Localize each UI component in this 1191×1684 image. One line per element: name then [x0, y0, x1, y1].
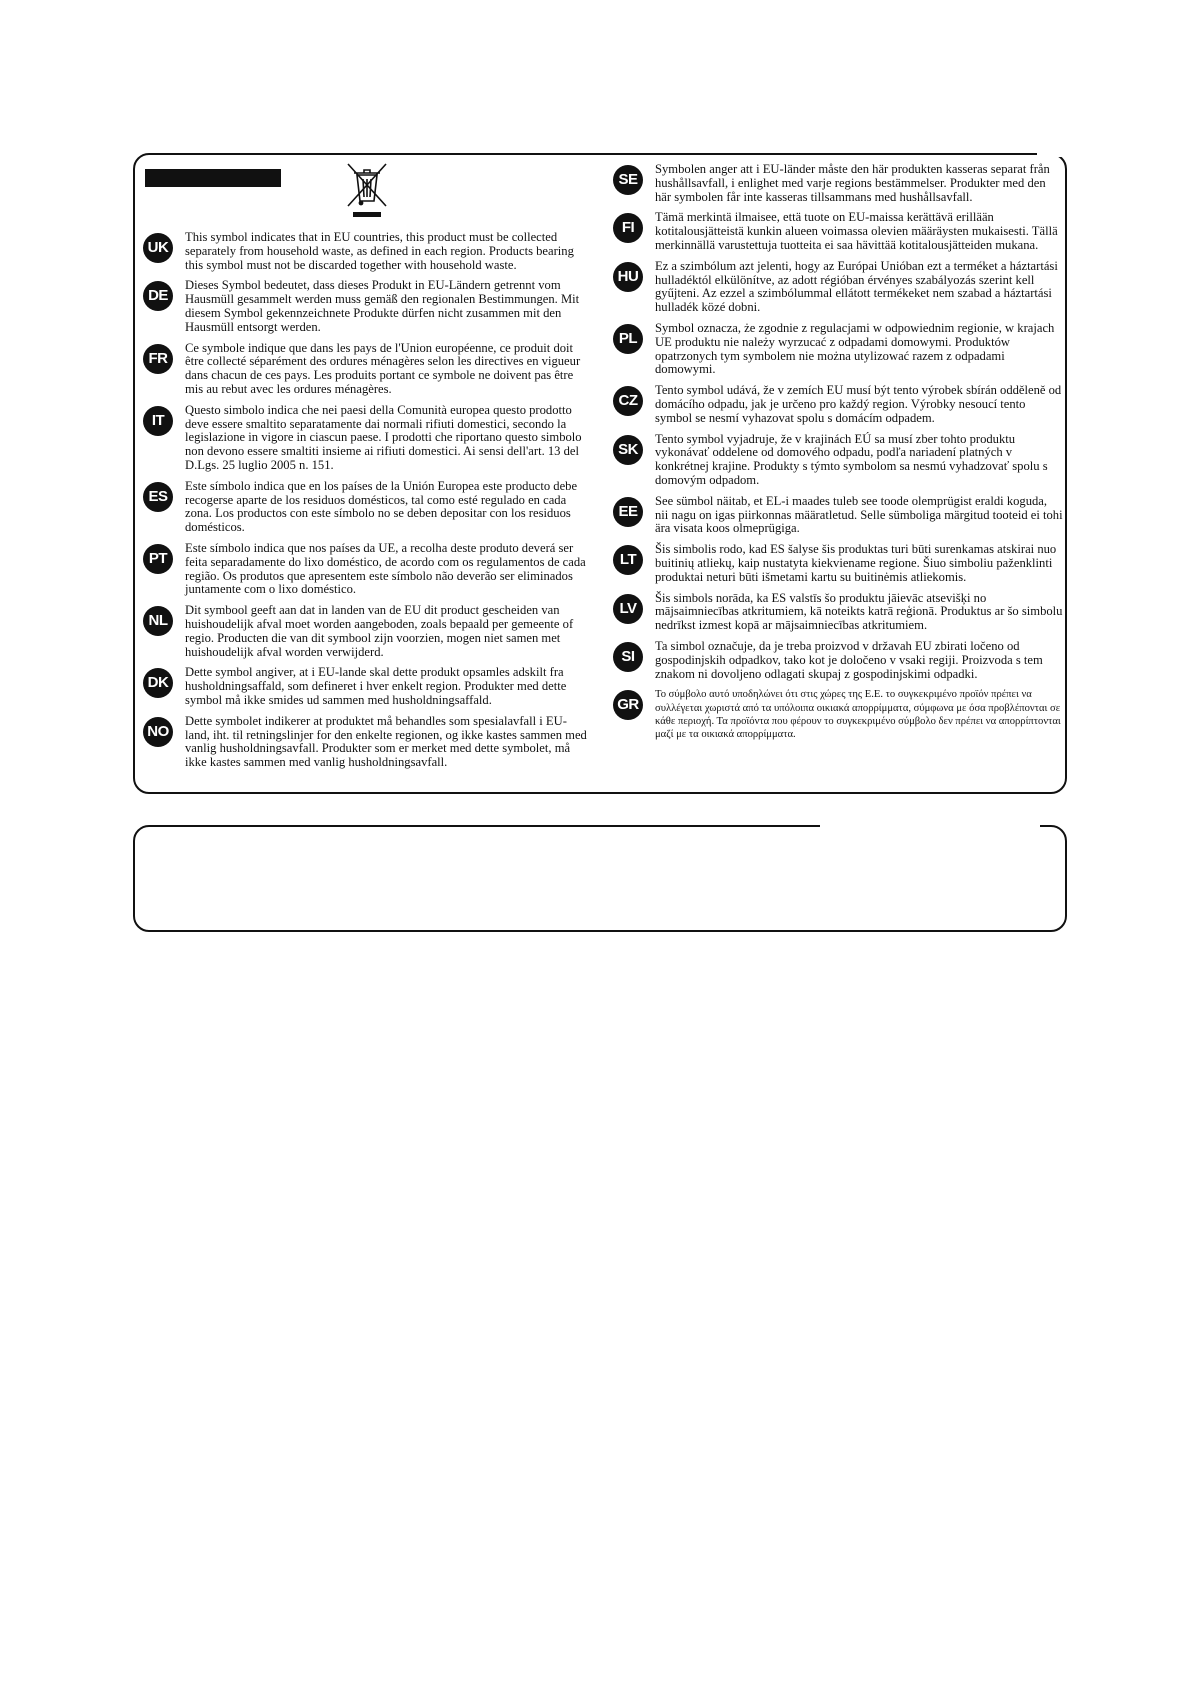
disposal-notice-text: Šis simbolis rodo, kad ES šalyse šis produktas turi būti surenkamas atskirai nuo buitinių atliekų, kaip nustatyta kiekviename regione. Šiuo simboliu paženklinti produktai neturi būti išmetami kartu su buitinėmis atliekomis.: [655, 542, 1057, 584]
country-code-badge: SE: [613, 165, 643, 195]
country-code-badge: DE: [143, 281, 173, 311]
country-code-badge: IT: [143, 406, 173, 436]
disposal-notice-text: Symbol oznacza, że zgodnie z regulacjami w odpowiednim regionie, w krajach UE produktu nie należy wyrzucać z odpadami domowymi. Produktów opatrzonych tym symbolem nie można utylizować razem z odpadami domowymi.: [655, 320, 1055, 377]
language-entry-pl: [613, 322, 1063, 377]
disposal-notice-text: See sümbol näitab, et EL-i maades tuleb see toode olemprügist eraldi koguda, nii nagu on igas piirkonnas määratletud. Selle sümboliga märgitud tooteid ei tohi ära visata koos olmeprügiga.: [655, 493, 1063, 536]
country-code-badge: SK: [613, 435, 643, 465]
language-entry-fi: [613, 211, 1063, 252]
disposal-notice-text: Este símbolo indica que en los países de la Unión Europea este producto debe recogerse aparte de los residuos domésticos, tal como esté regulado en cada zona. Los productos con este símbolo no se deben depositar con los residuos domésticos.: [185, 478, 578, 535]
country-code-badge: HU: [613, 262, 643, 292]
weee-notice-box: [133, 153, 1067, 794]
language-entry-de: [143, 279, 591, 334]
country-code-badge: CZ: [613, 386, 643, 416]
country-code-badge: LV: [613, 594, 643, 624]
language-entry-no: [143, 715, 591, 770]
disposal-notice-text: Tento symbol udává, že v zemích EU musí být tento výrobek sbírán odděleně od domácího odpadu, jak je určeno pro každý region. Výrobky nesoucí tento symbol se nesmí vyhazovat spolu s domácím odpadem.: [655, 383, 1062, 425]
country-code-badge: ES: [143, 482, 173, 512]
info-box: [133, 825, 1067, 932]
language-entry-ee: [613, 495, 1063, 536]
disposal-notice-text: Symbolen anger att i EU-länder måste den här produkten kasseras separat från hushållsavfall, i enlighet med varje regions bestämmelser. Produkter med den här symbolen får inte kasseras tillsammans med hushållsavfall.: [655, 162, 1050, 204]
disposal-notice-text: Este símbolo indica que nos países da UE, a recolha deste produto deverá ser feita separadamente do lixo doméstico, de acordo com os regulamentos de cada região. Os produtos que apresentem este símbolo não deverão ser eliminados juntamente com o lixo doméstico.: [185, 540, 586, 597]
language-entry-sk: [613, 433, 1063, 488]
country-code-badge: EE: [613, 497, 643, 527]
language-entry-dk: [143, 666, 591, 707]
language-entry-es: [143, 480, 591, 535]
right-language-column: [613, 163, 1063, 748]
country-code-badge: GR: [613, 690, 643, 720]
disposal-notice-text: This symbol indicates that in EU countries, this product must be collected separately from household waste, as defined in each region. Products bearing this symbol must not be discarded together with household waste.: [185, 230, 574, 272]
language-entry-fr: [143, 342, 591, 397]
disposal-notice-text: Dit symbool geeft aan dat in landen van de EU dit product gescheiden van huishoudelijk afval moet worden aangeboden, zoals bepaald per gemeente of regio. Producten die van dit symbool zijn voorzien, mogen niet samen met huishoudelijk afval worden verwijderd.: [185, 603, 574, 659]
country-code-badge: PT: [143, 544, 173, 574]
language-entry-uk: [143, 231, 591, 272]
language-entry-cz: [613, 384, 1063, 425]
country-code-badge: NL: [143, 606, 173, 636]
disposal-notice-text: Το σύμβολο αυτό υποδηλώνει ότι στις χώρες της Ε.Ε. το συγκεκριμένο προϊόν πρέπει να συλλέγεται χωριστά από τα υπόλοιπα οικιακά απορρίμματα, σύμφωνα με όσα προβλέπονται σε κάθε περιοχή. Τα προϊόντα που φέρουν το συγκεκριμένο σύμβολο δεν πρέπει να απορρίπτονται μαζί με τα οικιακά απορρίμματα.: [655, 689, 1061, 740]
country-code-badge: LT: [613, 545, 643, 575]
language-entry-pt: [143, 542, 591, 597]
language-entry-lt: [613, 543, 1063, 584]
language-entry-lv: [613, 592, 1063, 633]
disposal-notice-text: Dieses Symbol bedeutet, dass dieses Produkt in EU-Ländern getrennt vom Hausmüll gesammelt werden muss gemäß den regionalen Bestimmungen. Mit diesem Symbol gekennzeichnete Produkte dürfen nicht zusammen mit den Hausmüll entsorgt werden.: [185, 278, 580, 334]
left-language-column: [143, 231, 591, 777]
disposal-notice-text: Dette symbolet indikerer at produktet må behandles som spesialavfall i EU-land, iht. til retningslinjer for den enkelte regionen, og ikke kastes sammen med vanlig husholdningsavfall. Produkter som er merket med dette symbolet, må ikke kastes sammen med vanlig husholdningsavfall.: [185, 713, 587, 770]
country-code-badge: FR: [143, 344, 173, 374]
crossed-out-wheelie-bin-icon: [345, 161, 389, 219]
language-entry-it: [143, 404, 591, 473]
disposal-notice-text: Tämä merkintä ilmaisee, että tuote on EU-maissa kerättävä erillään kotitalousjätteistä kunkin alueen voimassa olevien määräysten mukaisesti. Tällä merkinnällä varustettuja tuotteita ei saa hävittää kotitalousjätteiden mukana.: [655, 210, 1058, 252]
language-entry-se: [613, 163, 1063, 204]
disposal-notice-text: Tento symbol vyjadruje, že v krajinách EÚ sa musí zber tohto produktu vykonávať oddelene od domového odpadu, podľa nariadení platných v konkrétnej krajine. Produkty s týmto symbolom sa nesmú vyhadzovať spolu s domovým odpadom.: [655, 431, 1048, 487]
country-code-badge: DK: [143, 668, 173, 698]
language-entry-nl: [143, 604, 591, 659]
country-code-badge: PL: [613, 324, 643, 354]
disposal-notice-text: Ce symbole indique que dans les pays de l'Union européenne, ce produit doit être collecté séparément des ordures ménagères selon les directives en vigueur dans chacun de ces pays. Les produits portant ce symbole ne doivent pas être mis au rebut avec les ordures ménagères.: [185, 340, 581, 396]
country-code-badge: SI: [613, 642, 643, 672]
heading-bar: [145, 169, 281, 187]
disposal-notice-text: Šis simbols norāda, ka ES valstīs šo produktu jāievāc atsevišķi no mājsaimniecības atkritumiem, kā noteikts katrā reģionā. Produktus ar šo simbolu nedrīkst izmest kopā ar mājsaimniecības atkritumiem.: [655, 590, 1063, 633]
disposal-notice-text: Questo simbolo indica che nei paesi della Comunità europea questo prodotto deve essere smaltito separatamente dai normali rifiuti domestici, secondo la legislazione in vigore in ciascun paese. I prodotti che riportano questo simbolo non devono essere smaltiti insieme ai rifiuti domestici. Ai sensi dell'art. 13 del D.Lgs. 25 luglio 2005 n. 151.: [185, 402, 582, 472]
language-entry-hu: [613, 260, 1063, 315]
country-code-badge: NO: [143, 717, 173, 747]
disposal-notice-text: Ta simbol označuje, da je treba proizvod v državah EU zbirati ločeno od gospodinjskih odpadkov, tako kot je določeno v vsaki regiji. Proizvoda s tem znakom ni dovoljeno odlagati skupaj z gospodinjskimi odpadki.: [655, 638, 1043, 681]
language-entry-si: [613, 640, 1063, 681]
country-code-badge: FI: [613, 213, 643, 243]
language-entry-gr: [613, 688, 1063, 741]
disposal-notice-text: Ez a szimbólum azt jelenti, hogy az Európai Unióban ezt a terméket a háztartási hulladéktól elkülönítve, az adott régióban érvényes szabályozás szerint kell gyűjteni. Az ezzel a szimbólummal ellátott termékeket nem szabad a háztartási hulladék közé dobni.: [655, 258, 1058, 315]
country-code-badge: UK: [143, 233, 173, 263]
disposal-notice-text: Dette symbol angiver, at i EU-lande skal dette produkt opsamles adskilt fra husholdningsaffald, som defineret i hver enkelt region. Produkter med dette symbol må ikke smides ud sammen med husholdningsaffald.: [185, 665, 567, 707]
